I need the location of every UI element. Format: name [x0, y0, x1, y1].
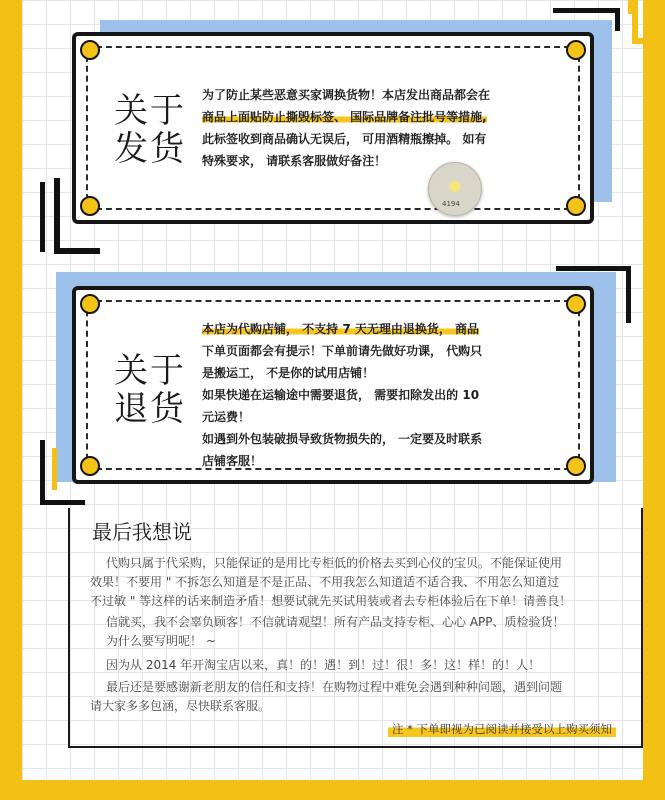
- corner-dot: [566, 294, 586, 314]
- paragraph-line: 不过敏 " 等这样的话来制造矛盾！想要试就先买试用装或者去专柜体验后在下单！请善良！: [90, 594, 572, 608]
- shipping-title: [110, 92, 190, 168]
- highlighted-text: 商品上面贴防止撕毁标签、 国际品牌备注批号等措施,: [202, 110, 487, 124]
- body-line: 如遇到外包装破损导致货物损失的， 一定要及时联系: [202, 432, 483, 446]
- body-line: 为了防止某些恶意买家调换货物！本店发出商品都会在: [202, 88, 491, 102]
- shipping-body: [202, 84, 572, 172]
- anti-tamper-sticker-photo: [428, 162, 482, 216]
- body-line: [202, 106, 572, 128]
- paragraph-line: 代购只属于代采购，只能保证的是用比专柜低的价格去买到心仪的宝贝。不能保证使用: [106, 556, 563, 570]
- corner-decoration: [52, 448, 97, 490]
- body-line: 特殊要求， 请联系客服做好备注！: [202, 154, 387, 168]
- returns-card: [72, 286, 594, 484]
- corner-decoration: [632, 0, 665, 44]
- divider-line: [641, 508, 643, 748]
- body-line: 下单页面都会有提示！下单前请先做好功课， 代购只: [202, 344, 483, 358]
- body-line: 元运费！: [202, 410, 251, 424]
- closing-paragraph: [106, 613, 636, 651]
- corner-dot: [566, 196, 586, 216]
- purchase-note: 注 * 下单即视为已阅读并接受以上购买须知: [388, 721, 616, 737]
- paragraph-line: 请大家多多包涵，尽快联系客服。: [90, 699, 271, 713]
- title-line-2: 退货: [114, 389, 186, 429]
- divider-line: [68, 508, 70, 748]
- title-line-2: 发货: [114, 129, 186, 169]
- body-line: [202, 318, 572, 340]
- paragraph-line: 最后还是要感谢新老朋友的信任和支持！在购物过程中难免会遇到种种问题，遇到问题: [106, 680, 563, 694]
- closing-title: 最后我想说: [92, 520, 192, 544]
- title-line-1: 关于: [114, 351, 186, 391]
- corner-dot: [80, 40, 100, 60]
- title-highlight: [114, 390, 186, 428]
- body-line: 如果快递在运输途中需要退货， 需要扣除发出的 10: [202, 388, 480, 402]
- body-line: 是搬运工， 不是你的试用店铺！: [202, 366, 375, 380]
- paragraph-line: 因为从 2014 年开淘宝店以来，真！的！遇！到！过！很！多！这！样！的！人！: [106, 658, 541, 672]
- divider-line: [68, 746, 643, 748]
- corner-dot: [80, 294, 100, 314]
- returns-body: [202, 318, 572, 472]
- paragraph-line: 为什么要写明呢！ ~: [106, 634, 216, 648]
- corner-decoration: [560, 0, 633, 14]
- closing-paragraph: [90, 678, 620, 716]
- sticker-code: 4194: [442, 200, 460, 208]
- shipping-card: [72, 32, 594, 224]
- paragraph-line: 效果！不要用 " 不拆怎么知道是不是正品、不用我怎么知道适不适合我、不用怎么知道过: [90, 575, 560, 589]
- closing-paragraph: [90, 573, 620, 611]
- closing-paragraph: [90, 554, 620, 573]
- corner-dot: [566, 40, 586, 60]
- body-line: 此标签收到商品确认无误后， 可用酒精瓶擦掉。 如有: [202, 132, 487, 146]
- closing-paragraph: [106, 656, 636, 675]
- corner-decoration: [40, 182, 61, 252]
- highlighted-text: 本店为代购店铺， 不支持 7 天无理由退换货， 商品: [202, 322, 480, 336]
- title-line-1: 关于: [114, 91, 186, 131]
- body-line: 店铺客服！: [202, 454, 263, 468]
- returns-title: [110, 352, 190, 428]
- paragraph-line: 信就买，我不会辜负顾客！不信就请观望！所有产品支持专柜、心心 APP、质检验货！: [106, 615, 565, 629]
- title-highlight: [114, 130, 186, 168]
